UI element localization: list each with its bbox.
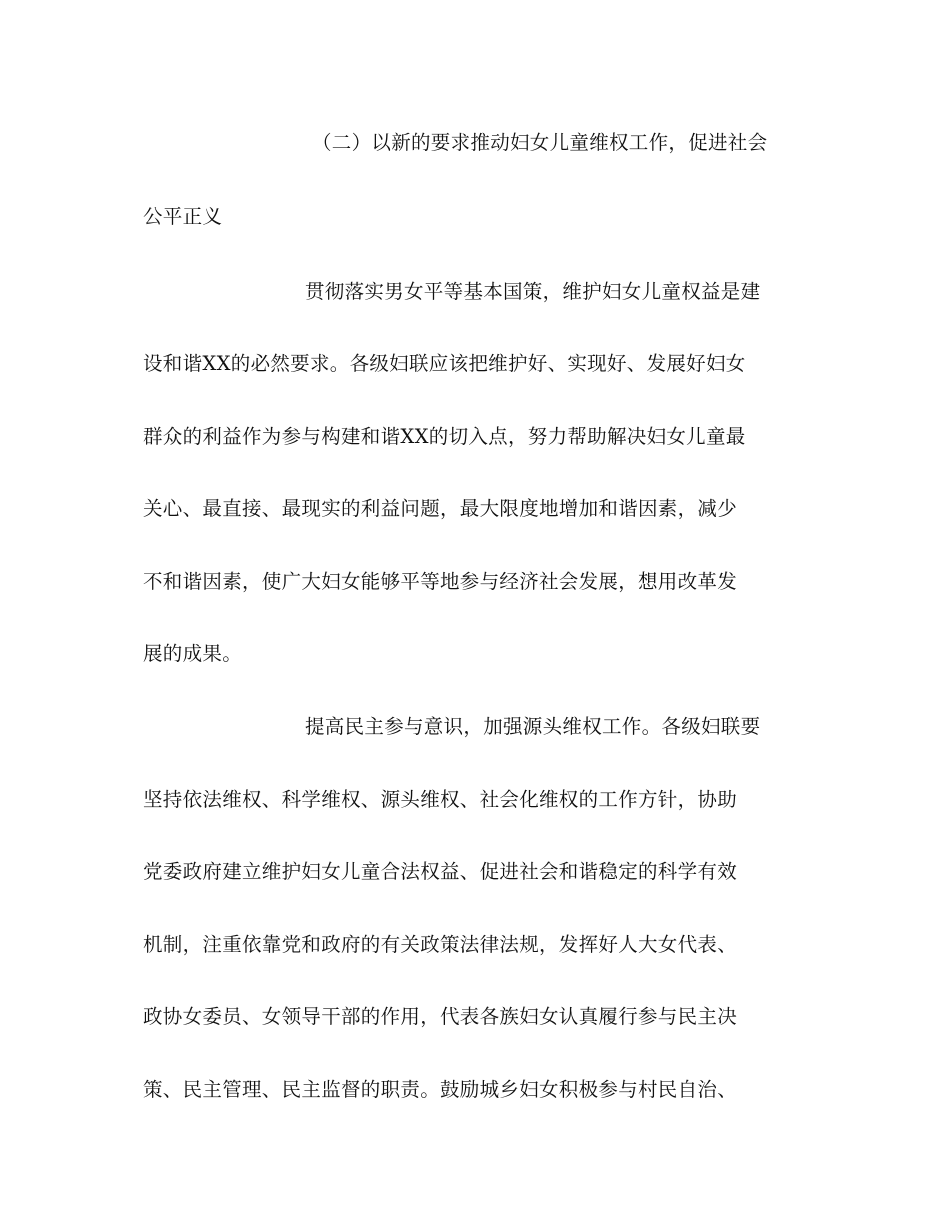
section-heading-line-1: （二）以新的要求推动妇女儿童维权工作，促进社会 — [312, 131, 768, 154]
paragraph-1-line-1: 贯彻落实男女平等基本国策，维护妇女儿童权益是建 — [305, 280, 761, 303]
paragraph-2-line-3: 党委政府建立维护妇女儿童合法权益、促进社会和谐稳定的科学有效 — [143, 860, 738, 883]
paragraph-1-line-5: 不和谐因素，使广大妇女能够平等地参与经济社会发展，想用改革发 — [143, 570, 738, 593]
paragraph-2-line-1: 提高民主参与意识，加强源头维权工作。各级妇联要 — [305, 715, 761, 738]
paragraph-2-line-2: 坚持依法维权、科学维权、源头维权、社会化维权的工作方针，协助 — [143, 788, 738, 811]
paragraph-2-line-4: 机制，注重依靠党和政府的有关政策法律法规，发挥好人大女代表、 — [143, 933, 738, 956]
paragraph-1-line-3: 群众的利益作为参与构建和谐XX的切入点，努力帮助解决妇女儿童最 — [143, 425, 746, 448]
paragraph-1-line-6: 展的成果。 — [143, 642, 243, 665]
paragraph-2-line-6: 策、民主管理、民主监督的职责。鼓励城乡妇女积极参与村民自治、 — [143, 1078, 738, 1101]
paragraph-1-line-2: 设和谐XX的必然要求。各级妇联应该把维护好、实现好、发展好妇女 — [143, 352, 746, 375]
paragraph-1-line-4: 关心、最直接、最现实的利益问题，最大限度地增加和谐因素，减少 — [143, 497, 738, 520]
section-heading-line-2: 公平正义 — [143, 205, 223, 228]
paragraph-2-line-5: 政协女委员、女领导干部的作用，代表各族妇女认真履行参与民主决 — [143, 1005, 738, 1028]
